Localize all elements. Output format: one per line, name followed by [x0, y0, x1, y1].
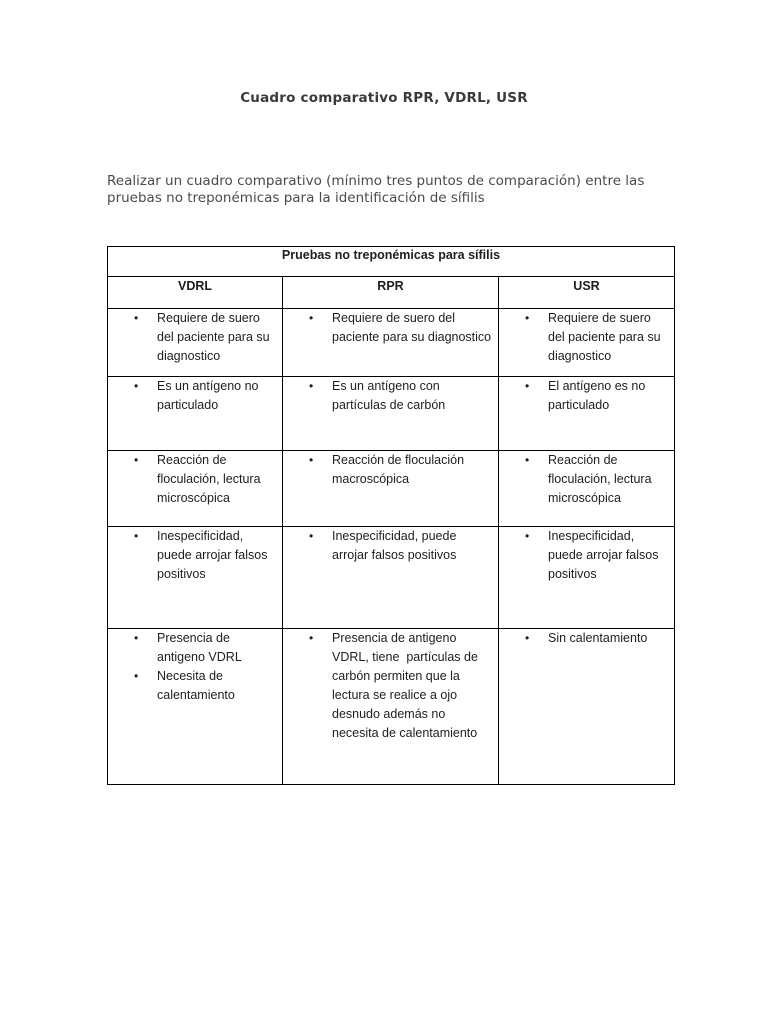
list-item: • Reacción de floculación, lectura microscópica: [134, 453, 261, 505]
bullet-icon: •: [134, 379, 139, 393]
bullet-icon: •: [309, 631, 314, 645]
list-item: • Reacción de floculación macroscópica: [309, 453, 465, 486]
table-cell: [499, 527, 675, 629]
bullet-icon: •: [309, 311, 314, 325]
bullet-icon: •: [309, 529, 314, 543]
list-item: • Es un antígeno no particulado: [134, 379, 259, 412]
table-cell: [499, 309, 675, 377]
bullet-icon: •: [309, 453, 314, 467]
table-cell: [108, 527, 283, 629]
list-item: • Inespecificidad, puede arrojar falsos positivos: [134, 529, 268, 581]
table-cell: [283, 451, 499, 527]
table-cell: [499, 629, 675, 785]
bullet-icon: •: [134, 453, 139, 467]
table-cell: [283, 527, 499, 629]
list-item: • El antígeno es no particulado: [525, 379, 646, 412]
bullet-icon: •: [525, 529, 530, 543]
list-item: • Presencia de antigeno VDRL, tiene partículas de carbón permiten que la lectura se realice a ojo desnudo además no necesita de calentamiento: [309, 631, 482, 740]
list-item: • Inespecificidad, puede arrojar falsos positivos: [309, 529, 457, 562]
bullet-icon: •: [134, 529, 139, 543]
bullet-icon: •: [525, 379, 530, 393]
table-cell: [499, 451, 675, 527]
comparison-table: [107, 246, 675, 785]
table-cell: [283, 377, 499, 451]
table-cell: [108, 377, 283, 451]
list-item: • Inespecificidad, puede arrojar falsos positivos: [525, 529, 659, 581]
table-row: [108, 309, 675, 377]
table-cell: [283, 309, 499, 377]
list-item: • Requiere de suero del paciente para su diagnostico: [309, 311, 492, 344]
list-item: • Es un antígeno con partículas de carbón: [309, 379, 446, 412]
table-cell: [499, 377, 675, 451]
table-row: [108, 377, 675, 451]
bullet-icon: •: [134, 311, 139, 325]
list-item: • Presencia de antigeno VDRL: [134, 631, 242, 664]
column-header-row: [108, 277, 675, 309]
bullet-icon: •: [525, 311, 530, 325]
bullet-icon: •: [525, 631, 530, 645]
list-item: • Reacción de floculación, lectura microscópica: [525, 453, 652, 505]
document-title: Cuadro comparativo RPR, VDRL, USR: [240, 90, 528, 106]
table-cell: [108, 309, 283, 377]
table-row: [108, 629, 675, 785]
bullet-icon: •: [525, 453, 530, 467]
table-cell: [108, 629, 283, 785]
bullet-icon: •: [134, 669, 139, 683]
table-cell: [108, 451, 283, 527]
column-header-vdrl: VDRL: [108, 277, 283, 309]
list-item: • Requiere de suero del paciente para su diagnostico: [525, 311, 661, 363]
table-row: [108, 451, 675, 527]
table-header: Pruebas no treponémicas para sífilis: [108, 247, 675, 277]
column-header-usr: USR: [499, 277, 675, 309]
intro-paragraph: Realizar un cuadro comparativo (mínimo tres puntos de comparación) entre las pruebas no treponémicas para la identificación de sífilis: [107, 173, 645, 206]
column-header-rpr: RPR: [283, 277, 499, 309]
table-cell: [283, 629, 499, 785]
table-header-row: [108, 247, 675, 277]
list-item: • Necesita de calentamiento: [134, 669, 235, 702]
table-row: [108, 527, 675, 629]
bullet-icon: •: [134, 631, 139, 645]
bullet-icon: •: [309, 379, 314, 393]
list-item: • Sin calentamiento: [499, 629, 674, 648]
list-item: • Requiere de suero del paciente para su diagnostico: [134, 311, 270, 363]
